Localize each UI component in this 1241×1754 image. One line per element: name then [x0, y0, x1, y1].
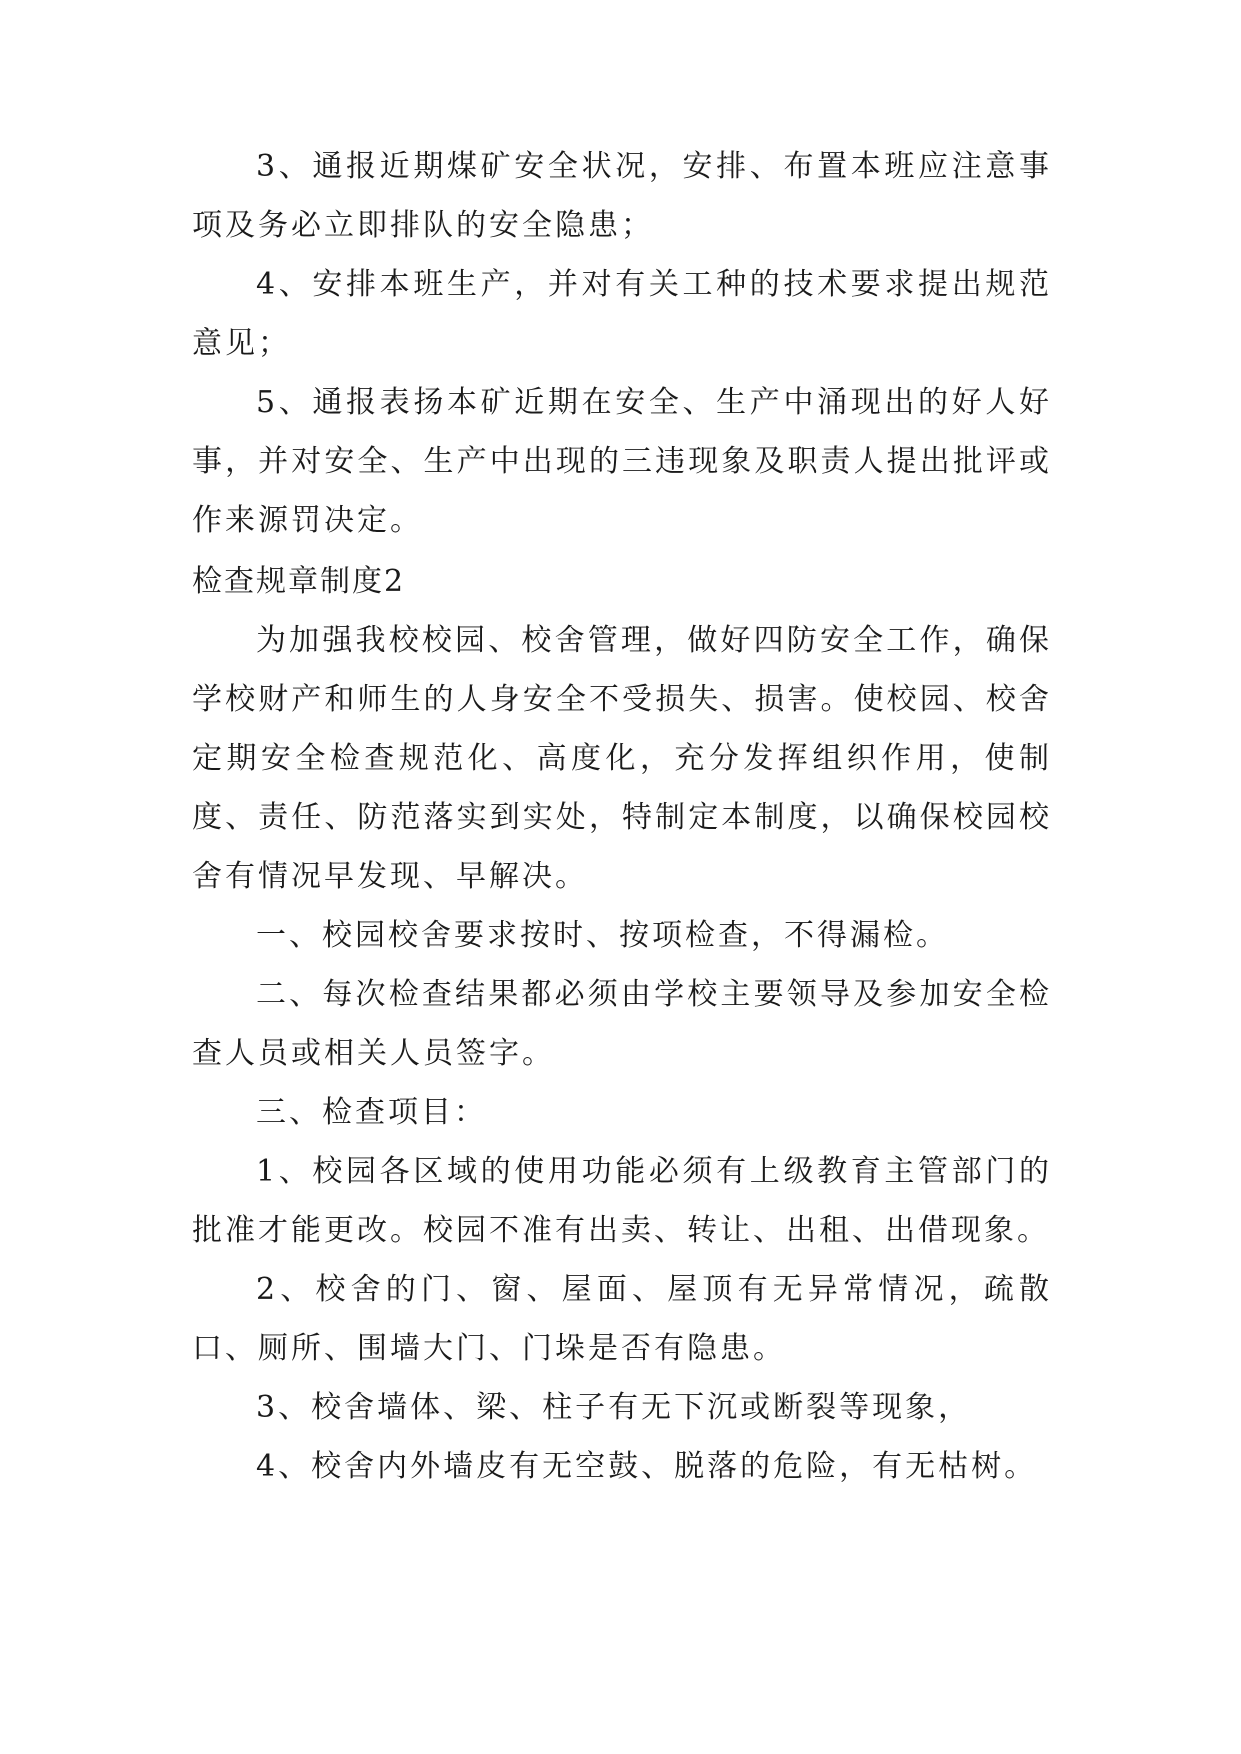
check-item-3: 3、校舍墙体、梁、柱子有无下沉或断裂等现象，	[256, 1390, 972, 1425]
paragraph-item-4: 4、安排本班生产，并对有关工种的技术要求提出规范意见；	[192, 267, 1052, 361]
paragraph-item-3: 3、通报近期煤矿安全状况，安排、布置本班应注意事项及务必立即排队的安全隐患；	[192, 149, 1052, 243]
intro-paragraph: 为加强我校校园、校舍管理，做好四防安全工作，确保学校财产和师生的人身安全不受损失、损害。使校园、校舍定期安全检查规范化、高度化，充分发挥组织作用，使制度、责任、防范落实到实处，特制定本制度，以确保校园校舍有情况早发现、早解决。	[192, 623, 1052, 894]
paragraph-item-5: 5、通报表扬本矿近期在安全、生产中涌现出的好人好事，并对安全、生产中出现的三违现象及职责人提出批评或作来源罚决定。	[192, 385, 1052, 538]
section-2	[192, 552, 1052, 1496]
rule-1: 一、校园校舍要求按时、按项检查，不得漏检。	[256, 918, 949, 953]
check-item-1: 1、校园各区域的使用功能必须有上级教育主管部门的批准才能更改。校园不准有出卖、转让、出租、出借现象。	[192, 1154, 1052, 1248]
check-item-2: 2、校舍的门、窗、屋面、屋顶有无异常情况，疏散口、厕所、围墙大门、门垛是否有隐患。	[192, 1272, 1052, 1366]
rule-3: 三、检查项目：	[256, 1095, 487, 1130]
section-1	[192, 137, 1052, 550]
section-title: 检查规章制度2	[192, 564, 406, 599]
check-item-4: 4、校舍内外墙皮有无空鼓、脱落的危险，有无枯树。	[256, 1449, 1038, 1484]
rule-2: 二、每次检查结果都必须由学校主要领导及参加安全检查人员或相关人员签字。	[192, 977, 1052, 1071]
